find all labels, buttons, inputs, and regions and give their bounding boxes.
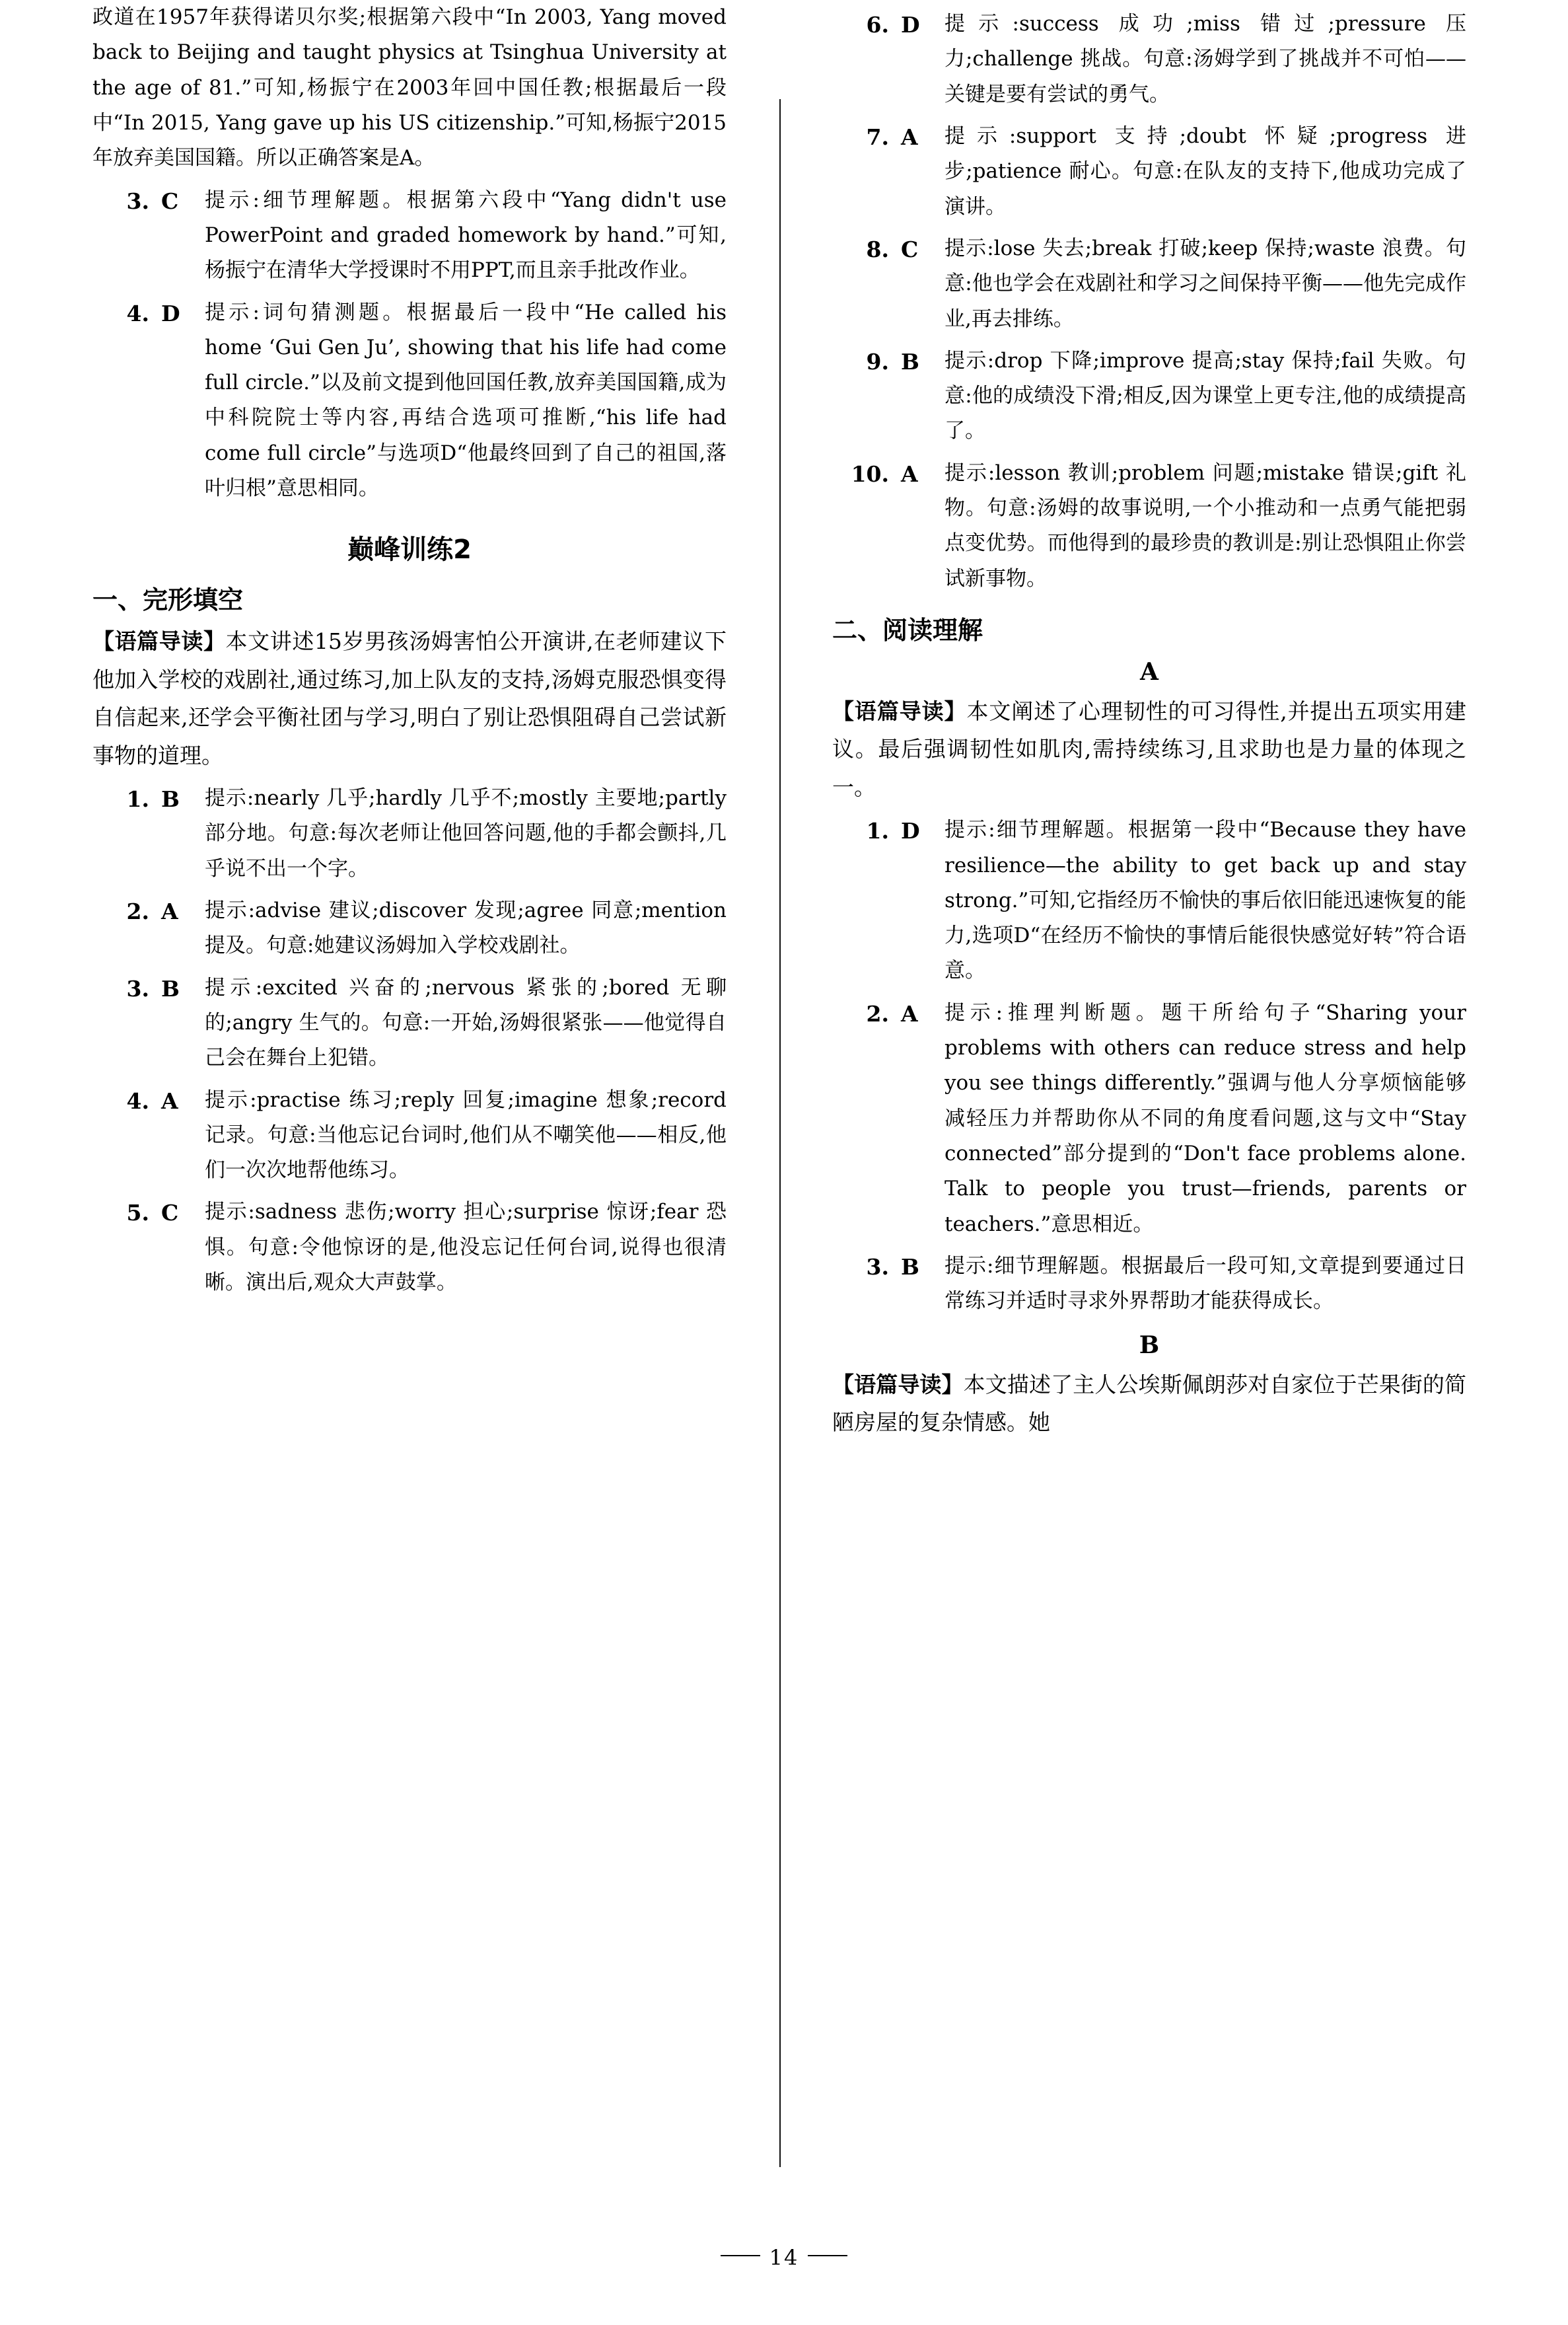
page-footer <box>0 2245 1568 2270</box>
answer-item <box>832 813 1466 989</box>
answer-item <box>832 119 1466 225</box>
passage-b-letter: B <box>1139 1331 1160 1359</box>
continued-paragraph: 政道在1957年获得诺贝尔奖;根据第六段中“In 2003, Yang moved back to Beijing and taught physics at Tsinghua University at the age of 81.”可知,杨振宁在2003年回中国任教;根据最后一段中“In 2015, Yang gave up his US citizenship.”可知,杨振宁2015年放弃美国国籍。所以正确答案是A。 <box>92 5 727 170</box>
guide-label: 【语篇导读】 <box>832 1371 964 1397</box>
item-number: 1. <box>866 818 889 844</box>
item-number: 1. <box>126 786 149 812</box>
item-number: 4. <box>126 300 149 326</box>
answer-item <box>92 295 727 507</box>
item-number: 3. <box>126 188 149 214</box>
item-number: 5. <box>126 1200 149 1226</box>
passage-guide <box>92 622 727 774</box>
item-answer: A <box>901 1000 918 1027</box>
guide-text: 本文阐述了心理韧性的可习得性,并提出五项实用建议。最后强调韧性如肌肉,需持续练习,且求助也是力量的体现之一。 <box>832 698 1466 800</box>
answer-item <box>92 893 727 964</box>
item-number: 6. <box>866 12 889 38</box>
item-answer: B <box>161 975 180 1002</box>
item-body: 提示:细节理解题。根据第六段中“Yang didn't use PowerPoint and graded homework by hand.”可知,杨振宁在清华大学授课时不用PPT,而且亲手批改作业。 <box>205 188 727 283</box>
answer-item <box>832 1249 1466 1319</box>
item-body: 提示:细节理解题。根据第一段中“Because they have resilience—the ability to get back up and stay strong.”可知,它指经历不愉快的事后依旧能迅速恢复的能力,选项D“在经历不愉快的事情后能很快感觉好转”符合语意。 <box>944 818 1466 983</box>
answer-item <box>92 1195 727 1300</box>
item-answer: D <box>161 300 180 326</box>
guide-text: 本文描述了主人公埃斯佩朗莎对自家位于芒果街的简陋房屋的复杂情感。她 <box>832 1371 1467 1435</box>
item-number: 9. <box>866 348 889 375</box>
item-body: 提示:lose 失去;break 打破;keep 保持;waste 浪费。句意:他也学会在戏剧社和学习之间保持平衡——他先完成作业,再去排练。 <box>944 236 1466 331</box>
answer-item <box>832 231 1466 337</box>
item-answer: C <box>161 1200 179 1226</box>
item-number: 8. <box>866 236 889 262</box>
answer-item <box>92 971 727 1076</box>
answer-item <box>832 996 1466 1242</box>
item-answer: D <box>901 12 920 38</box>
column-divider <box>779 99 781 2167</box>
guide-label: 【语篇导读】 <box>92 628 226 655</box>
footer-rule-left <box>721 2255 760 2256</box>
item-answer: A <box>901 461 918 487</box>
footer-rule-right <box>808 2255 847 2256</box>
item-body: 提示:drop 下降;improve 提高;stay 保持;fail 失败。句意:他的成绩没下滑;相反,因为课堂上更专注,他的成绩提高了。 <box>944 348 1466 443</box>
section-title: 巅峰训练2 <box>347 535 472 566</box>
item-answer: A <box>901 124 918 150</box>
item-body: 提示:nearly 几乎;hardly 几乎不;mostly 主要地;partly 部分地。句意:每次老师让他回答问题,他的手都会颤抖,几乎说不出一个字。 <box>205 786 727 881</box>
item-answer: D <box>901 818 920 844</box>
item-answer: B <box>901 1253 919 1280</box>
right-column <box>832 0 1466 1445</box>
answer-item <box>92 1083 727 1189</box>
answer-item <box>832 7 1466 112</box>
item-answer: B <box>161 786 180 812</box>
answer-item <box>832 344 1466 449</box>
item-answer: C <box>901 236 919 262</box>
part-one-title: 一、完形填空 <box>92 585 244 615</box>
item-number: 4. <box>126 1088 149 1114</box>
item-number: 10. <box>851 461 889 487</box>
guide-label: 【语篇导读】 <box>832 698 967 724</box>
item-body: 提示:sadness 悲伤;worry 担心;surprise 惊讶;fear 恐惧。句意:令他惊讶的是,他没忘记任何台词,说得也很清晰。演出后,观众大声鼓掌。 <box>205 1200 727 1295</box>
item-body: 提示:词句猜测题。根据最后一段中“He called his home ‘Gui Gen Ju’, showing that his life had come full circle.”以及前文提到他回国任教,放弃美国国籍,成为中科院院士等内容,再结合选项可推断,“his life had come full circle”与选项D“他最终回到了自己的祖国,落叶归根”意思相同。 <box>205 300 727 501</box>
item-body: 提示:advise 建议;discover 发现;agree 同意;mention 提及。句意:她建议汤姆加入学校戏剧社。 <box>205 898 727 958</box>
passage-guide <box>832 692 1466 806</box>
answer-item <box>832 456 1466 597</box>
item-answer: B <box>901 348 919 375</box>
item-number: 7. <box>866 124 889 150</box>
item-number: 3. <box>866 1253 889 1280</box>
item-number: 3. <box>126 975 149 1002</box>
item-number: 2. <box>126 898 149 924</box>
item-body: 提示:lesson 教训;problem 问题;mistake 错误;gift 礼物。句意:汤姆的故事说明,一个小推动和一点勇气能把弱点变优势。而他得到的最珍贵的教训是:别让恐惧阻止你尝试新事物。 <box>944 461 1466 591</box>
item-number: 2. <box>866 1000 889 1027</box>
item-answer: A <box>161 898 178 924</box>
guide-text: 本文讲述15岁男孩汤姆害怕公开演讲,在老师建议下他加入学校的戏剧社,通过练习,加上队友的支持,汤姆克服恐惧变得自信起来,还学会平衡社团与学习,明白了别让恐惧阻碍自己尝试新事物的道理。 <box>92 628 727 768</box>
part-two-title: 二、阅读理解 <box>832 616 983 645</box>
left-column <box>92 0 727 1304</box>
item-body: 提示:support 支持;doubt 怀疑;progress 进步;patience 耐心。句意:在队友的支持下,他成功完成了演讲。 <box>944 124 1466 219</box>
page-number: 14 <box>769 2245 799 2270</box>
passage-guide <box>832 1366 1466 1442</box>
item-answer: A <box>161 1088 178 1114</box>
item-body: 提示:success 成功;miss 错过;pressure 压力;challenge 挑战。句意:汤姆学到了挑战并不可怕——关键是要有尝试的勇气。 <box>944 12 1466 106</box>
item-body: 提示:practise 练习;reply 回复;imagine 想象;record 记录。句意:当他忘记台词时,他们从不嘲笑他——相反,他们一次次地帮他练习。 <box>205 1088 727 1183</box>
item-answer: C <box>161 188 179 214</box>
item-body: 提示:excited 兴奋的;nervous 紧张的;bored 无聊的;angry 生气的。句意:一开始,汤姆很紧张——他觉得自己会在舞台上犯错。 <box>205 975 727 1070</box>
answer-item <box>92 183 727 289</box>
passage-a-letter: A <box>1140 658 1158 686</box>
item-body: 提示:细节理解题。根据最后一段可知,文章提到要通过日常练习并适时寻求外界帮助才能获得成长。 <box>944 1253 1466 1313</box>
item-body: 提示:推理判断题。题干所给句子“Sharing your problems with others can reduce stress and help you see things differently.”强调与他人分享烦恼能够减轻压力并帮助你从不同的角度看问题,这与文中“Stay connected”部分提到的“Don't face problems alone. Talk to people you trust—friends, parents or teachers.”意思相近。 <box>944 1000 1466 1236</box>
answer-item <box>92 781 727 887</box>
